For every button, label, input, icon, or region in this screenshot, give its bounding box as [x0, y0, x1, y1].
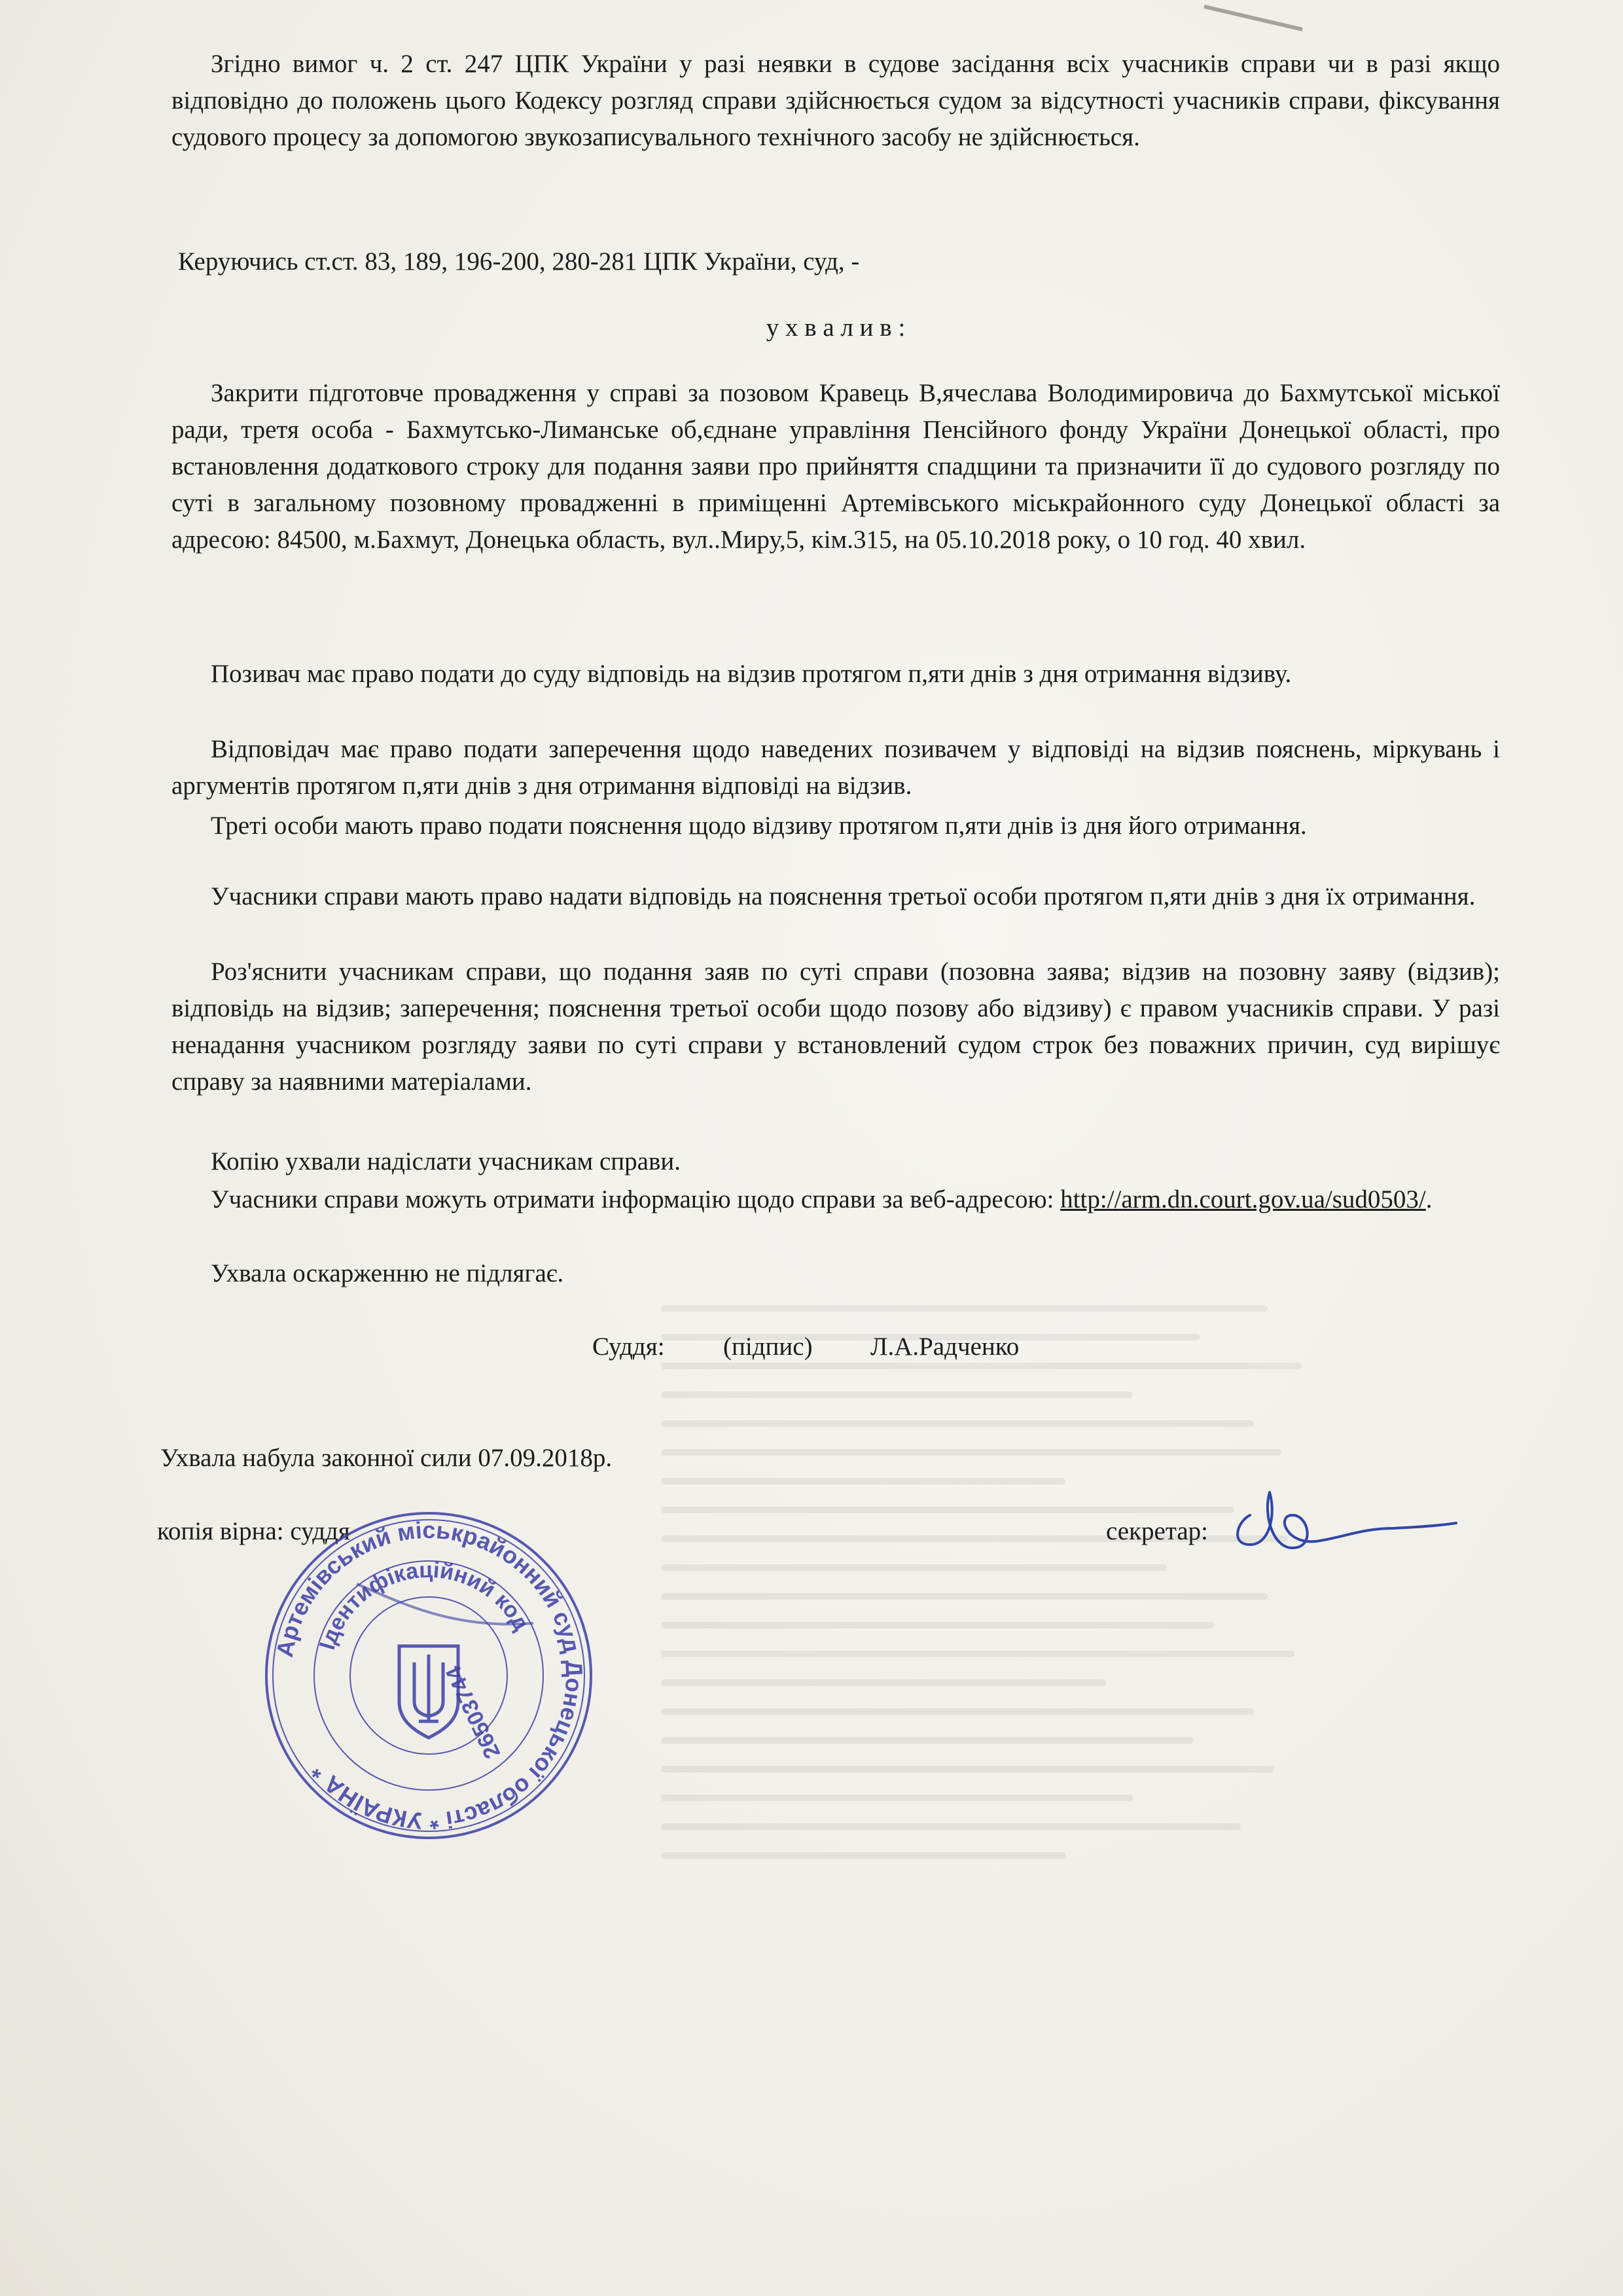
- seal-inner-text: Ідентифікаційний код: [314, 1557, 534, 1653]
- paragraph-participants-reply: Учасники справи мають право надати відповідь на пояснення третьої особи протягом п,яти днів з дня їх отримання.: [211, 882, 1476, 910]
- judge-label: Суддя:: [592, 1333, 665, 1361]
- paragraph-plaintiff-right: Позивач має право подати до суду відповідь на відзив протягом п,яти днів з дня отримання відзиву.: [211, 660, 1292, 688]
- copy-true-label: копія вірна: суддя: [157, 1517, 350, 1545]
- seal-code: 26503744: [440, 1662, 506, 1763]
- bleed-through-text: [661, 1283, 1335, 2088]
- signed-mark: (підпис): [723, 1333, 813, 1361]
- paragraph-web-info: [171, 1181, 1500, 1218]
- paragraph-explain: Роз'яснити учасникам справи, що подання заяв по суті справи (позовна заява; відзив на позовну заяву (відзив); відповідь на відзив; заперечення; пояснення третьої особи щодо позову або відзиву) є правом учасників справи. У разі ненадання учасником розгляду заяви по суті справи у встановлений судом строк без поважних причин, суд вирішує справу за наявними матеріалами.: [171, 958, 1500, 1096]
- ruling-heading: у х в а л и в :: [766, 314, 906, 342]
- trident-emblem-icon: [399, 1646, 458, 1738]
- paragraph-send-copy: Копію ухвали надіслати учасникам справи.: [211, 1147, 681, 1175]
- judge-name: Л.А.Радченко: [870, 1333, 1020, 1361]
- paper-clip-mark: [1198, 0, 1315, 39]
- web-info-text: Учасники справи можуть отримати інформацію щодо справи за веб-адресою:: [211, 1185, 1054, 1213]
- secretary-signature: [1224, 1476, 1459, 1561]
- svg-text:Ідентифікаційний код: [315, 1558, 534, 1653]
- web-info-end: .: [1425, 1185, 1433, 1213]
- paragraph-third-parties: Треті особи мають право подати пояснення щодо відзиву протягом п,яти днів із дня його отримання.: [211, 812, 1307, 840]
- paragraph-close-preparatory: Закрити підготовче провадження у справі за позовом Кравець В,ячеслава Володимировича до Бахмутської міської ради, третя особа - Бахмутсько-Лиманське об,єднане управління Пенсійного фонду України Донецької області, про встановлення додаткового строку для подання заяви про прийняття спадщини та призначити її до судового розгляду по суті в загальному позовному провадженні в приміщенні Артемівського міськрайонного суду Донецької області за адресою: 84500, м.Бахмут, Донецька область, вул..Миру,5, кім.315, на 05.10.2018 року, о 10 год. 40 хвил.: [171, 379, 1500, 554]
- paragraph-defendant-right: Відповідач має право подати заперечення щодо наведених позивачем у відповіді на відзив пояснень, міркувань і аргументів протягом п,яти днів з дня отримання відповіді на відзив.: [171, 735, 1500, 800]
- paragraph-not-appealable: Ухвала оскарженню не підлягає.: [211, 1259, 564, 1287]
- paragraph-guided-by: Керуючись ст.ст. 83, 189, 196-200, 280-281 ЦПК України, суд, -: [178, 247, 860, 276]
- paragraph-recording: Згідно вимог ч. 2 ст. 247 ЦПК України у разі неявки в судове засідання всіх учасників справи чи в разі якщо відповідно до положень цього Кодексу розгляд справи здійснюється судом за відсутності учасників справи, фіксування судового процесу за допомогою звукозаписувального технічного засобу не здійснюється.: [171, 50, 1500, 151]
- seal-outer-text: Артемівський міськрайонний суд Донецької області * УКРАЇНА *: [270, 1516, 588, 1835]
- in-force-note: Ухвала набула законної сили 07.09.2018р.: [160, 1444, 613, 1472]
- secretary-label: секретар:: [1106, 1517, 1209, 1545]
- court-seal: [259, 1505, 599, 1846]
- court-web-link[interactable]: http://arm.dn.court.gov.ua/sud0503/: [1060, 1185, 1426, 1213]
